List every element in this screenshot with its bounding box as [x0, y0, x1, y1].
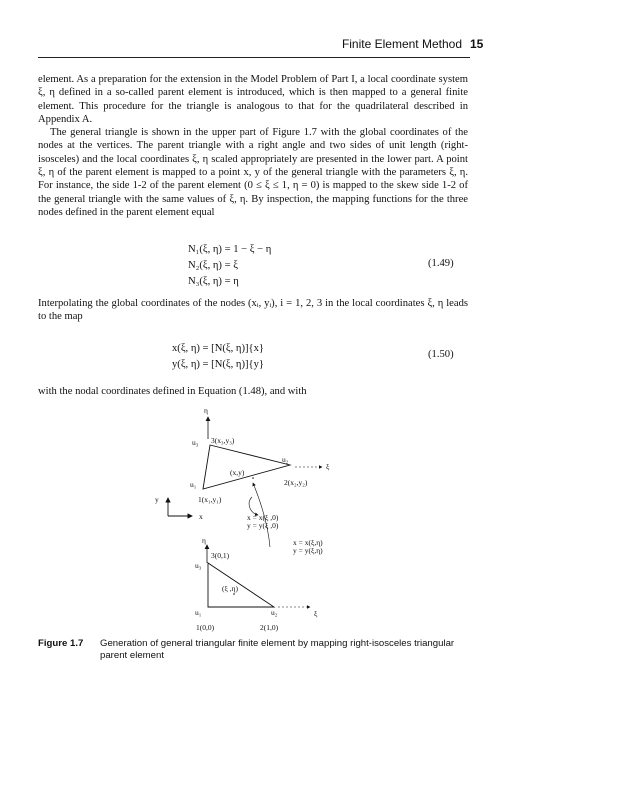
- label-node2-top: 2(x₂,y₂): [284, 478, 308, 487]
- mapping-diagram: [150, 405, 480, 645]
- running-title: Finite Element Method: [341, 37, 462, 51]
- equation-line: x(ξ, η) = [N(ξ, η)]{x}: [172, 343, 264, 354]
- label-map-edge-x: x = x(ξ ,0): [247, 513, 279, 522]
- equation-number-1-50: (1.50): [428, 349, 454, 360]
- label-point-xy: (x,y): [230, 468, 245, 477]
- equation-line: N₃(ξ, η) = η: [188, 276, 239, 287]
- label-y-axis: y: [155, 495, 159, 504]
- point-xy-marker: [252, 477, 254, 479]
- equation-1-50: [172, 341, 264, 373]
- equation-number-1-49: (1.49): [428, 258, 454, 269]
- label-node1-bottom: 1(0,0): [196, 623, 215, 632]
- label-u1-top: u₁: [190, 480, 197, 489]
- label-xi-bottom: ξ: [314, 609, 318, 618]
- label-u2-bottom: u₂: [271, 608, 278, 617]
- paragraph-1: element. As a preparation for the extension in the Model Problem of Part I, a local coordinate system ξ, η defined in a so-called parent element is introduced, which is then mapped to a general finite element. This procedure for the triangle is analogous to that for the quadrilateral described in Appendix A.: [38, 74, 468, 125]
- label-map-edge-y: y = y(ξ ,0): [247, 521, 279, 530]
- paragraph-4: with the nodal coordinates defined in Equation (1.48), and with: [38, 386, 307, 397]
- label-eta-local: η: [202, 536, 206, 545]
- label-x-axis: x: [199, 512, 203, 521]
- label-node3-top: 3(x₃,y₃): [211, 436, 235, 445]
- label-u3-bottom: u₃: [195, 561, 202, 570]
- general-triangle: [203, 445, 290, 489]
- equation-line: N₁(ξ, η) = 1 − ξ − η: [188, 244, 272, 255]
- label-node1-top: 1(x₁,y₁): [198, 495, 222, 504]
- point-xi-eta-marker: [233, 593, 235, 595]
- label-u1-bottom: u₁: [195, 608, 202, 617]
- figure-1-7: [150, 405, 480, 645]
- equation-line: y(ξ, η) = [N(ξ, η)]{y}: [172, 359, 264, 370]
- label-map-general-x: x = x(ξ,η): [293, 538, 323, 547]
- label-point-xi-eta: (ξ ,η): [222, 584, 239, 593]
- label-map-general-y: y = y(ξ,η): [293, 546, 323, 555]
- label-u3-top: u₃: [192, 438, 199, 447]
- figure-caption: [38, 638, 478, 661]
- label-xi-top: ξ: [326, 462, 330, 471]
- label-node3-bottom: 3(0,1): [211, 551, 230, 560]
- header-rule: [38, 57, 470, 58]
- label-node2-bottom: 2(1,0): [260, 623, 279, 632]
- label-u2-top: u₂: [282, 455, 289, 464]
- equation-line: N₂(ξ, η) = ξ: [188, 260, 238, 271]
- body-text-middle: [38, 297, 468, 324]
- paragraph-2: The general triangle is shown in the upper part of Figure 1.7 with the global coordinates of the nodes at the vertices. The parent triangle with a right angle and two sides of unit length (right-isosceles) and the local coordinates ξ, η scaled appropriately are presented in the lower part. A point ξ, η of the parent element is mapped to a point x, y of the general triangle with the parameters ξ, η. For instance, the side 1-2 of the parent element (0 ≤ ξ ≤ 1, η = 0) is mapped to the skew side 1-2 of the general triangle with the same values of ξ, η. By inspection, the mapping functions for the three nodes defined in the parent element equal: [38, 127, 468, 218]
- running-header: [42, 37, 484, 53]
- caption-text: Generation of general triangular finite element by mapping right-isosceles triangular parent element: [100, 638, 455, 661]
- parent-triangle: [208, 563, 274, 607]
- caption-label: Figure 1.7: [38, 638, 84, 649]
- page-number: 15: [470, 37, 484, 51]
- label-eta-axis: η: [204, 406, 208, 415]
- paragraph-3: Interpolating the global coordinates of the nodes (xᵢ, yᵢ), i = 1, 2, 3 in the local coordinates ξ, η leads to the map: [38, 298, 468, 323]
- equation-1-49: [188, 242, 271, 290]
- body-text-lower: [38, 385, 468, 398]
- body-text-upper: [38, 73, 468, 219]
